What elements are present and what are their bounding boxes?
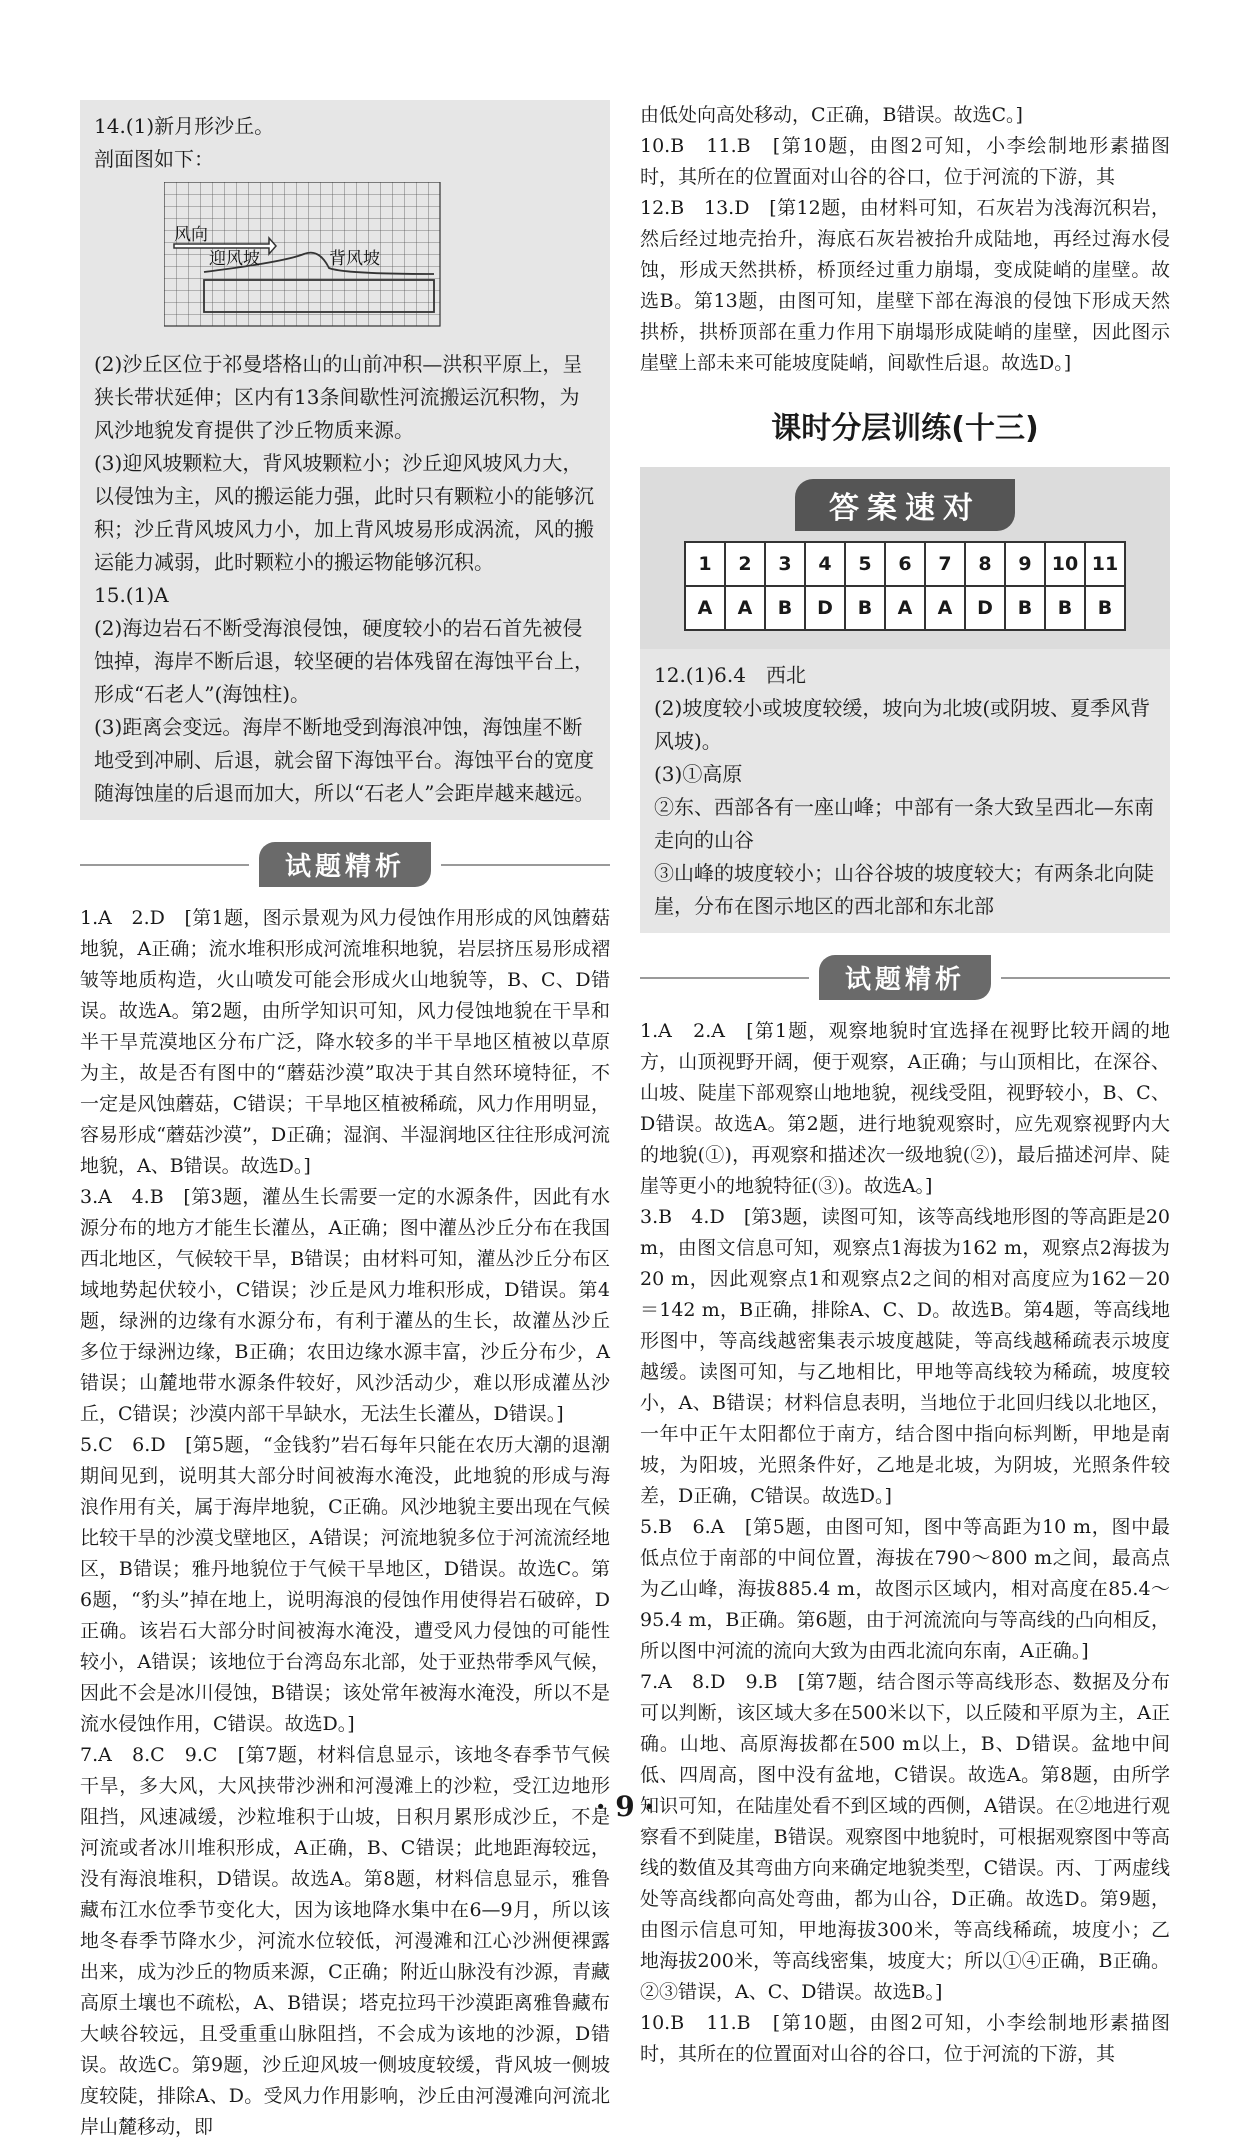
answer-9-continued: 由低处向高处移动，C正确，B错误。故选C。] xyxy=(640,104,1023,126)
q14-part3: (3)迎风坡颗粒大，背风坡颗粒小；沙丘迎风坡风力大，以侵蚀为主，风的搬运能力强，此时只有颗粒小的能够沉积；沙丘背风坡风力小，加上背风坡易形成涡流，风的搬运能力减弱，此时颗粒小的搬运物能够沉积。 xyxy=(94,451,594,574)
wind-label: 风向 xyxy=(174,225,208,245)
section-title: 试题精析 xyxy=(259,842,431,887)
quick-answer-panel xyxy=(640,467,1170,649)
divider xyxy=(80,864,249,866)
answer-number-cell: 3 xyxy=(765,542,805,586)
q14-profile-label: 剖面图如下： xyxy=(94,147,214,171)
q12-part3c: ③山峰的坡度较小；山谷谷坡的坡度较大；有两条北向陡崖，分布在图示地区的西北部和东北部 xyxy=(654,861,1154,918)
answer-7-9: 7.A 8.D 9.B [第7题，结合图示等高线形态、数据及分布可以判断，该区域大多在500米以下，以丘陵和平原为主，A正确。山地、高原海拔都在500 m以上，B、D错误。盆地中间低、四周高，图中没有盆地，C错误。故选A。第8题，由所学知识可知，在陆崖处看不到区域的西侧，A错误。在②地进行观察看不到陡崖，B错误。观察图中地貌时，可根据观察图中等高线的数值及其弯曲方向来确定地貌类型，C错误。丙、丁两虚线处等高线都向高处弯曲，都为山谷，D正确。故选D。第9题，由图示信息可知，甲地海拔300米，等高线稀疏，坡度小；乙地海拔200米，等高线密集，坡度大；所以①④正确，B正确。②③错误，A、C、D错误。故选B。] xyxy=(640,1671,1170,2003)
q15-part2: (2)海边岩石不断受海浪侵蚀，硬度较小的岩石首先被侵蚀掉，海岸不断后退，较坚硬的岩体残留在海蚀平台上，形成“石老人”(海蚀柱)。 xyxy=(94,616,594,706)
answer-number-cell: 1 xyxy=(685,542,725,586)
page-number: · 9 · xyxy=(595,1790,655,1823)
answer-10-11: 10.B 11.B [第10题，由图2可知，小李绘制地形素描图时，其所在的位置面对山谷的谷口，位于河流的下游，其 xyxy=(640,135,1170,188)
answer-number-cell: 4 xyxy=(805,542,845,586)
answer-letter-cell: B xyxy=(1045,586,1085,630)
q15-part1: 15.(1)A xyxy=(94,583,169,607)
divider xyxy=(1001,977,1170,979)
right-column xyxy=(640,100,1170,2070)
answer-10-11: 10.B 11.B [第10题，由图2可知，小李绘制地形素描图时，其所在的位置面对山谷的谷口，位于河流的下游，其 xyxy=(640,2012,1170,2065)
answer-number-cell: 9 xyxy=(1005,542,1045,586)
answer-1-2: 1.A 2.A [第1题，观察地貌时宜选择在视野比较开阔的地方，山顶视野开阔，便于观察，A正确；与山顶相比，在深谷、山坡、陡崖下部观察山地地貌，视线受阻，视野较小，B、C、D错误。故选A。第2题，进行地貌观察时，应先观察视野内大的地貌(①)，再观察和描述次一级地貌(②)，最后描述河岸、陡崖等更小的地貌特征(③)。故选A。] xyxy=(640,1020,1170,1197)
left-column xyxy=(80,100,610,2143)
answer-letter-cell: B xyxy=(845,586,885,630)
answer-letter-cell: D xyxy=(965,586,1005,630)
answer-box-14-15 xyxy=(80,100,610,820)
divider xyxy=(640,977,809,979)
quick-answer-title: 答案速对 xyxy=(795,479,1015,531)
answer-box-12 xyxy=(640,649,1170,933)
q12-part2: (2)坡度较小或坡度较缓，坡向为北坡(或阴坡、夏季风背风坡)。 xyxy=(654,696,1151,753)
answer-7-9: 7.A 8.C 9.C [第7题，材料信息显示，该地冬春季节气候干旱，多大风，大风挟带沙洲和河漫滩上的沙粒，受江边地形阻挡，风速减缓，沙粒堆积于山坡，日积月累形成沙丘，不是河流或者冰川堆积形成，A正确，B、C错误；此地距海较远，没有海浪堆积，D错误。故选A。第8题，材料信息显示，雅鲁藏布江水位季节变化大，因为该地降水集中在6—9月，所以该地冬春季节降水少，河流水位较低，河漫滩和江心沙洲便裸露出来，成为沙丘的物质来源，C正确；附近山脉没有沙源，青藏高原土壤也不疏松，A、B错误；塔克拉玛干沙漠距离雅鲁藏布大峡谷较远，且受重重山脉阻挡，不会成为该地的沙源，D错误。故选C。第9题，沙丘迎风坡一侧坡度较缓，背风坡一侧坡度较陡，排除A、D。受风力作用影响，沙丘由河漫滩向河流北岸山麓移动，即 xyxy=(80,1744,610,2138)
leeward-label: 背风坡 xyxy=(329,249,380,269)
answer-number-cell: 10 xyxy=(1045,542,1085,586)
section-heading-analysis xyxy=(80,842,610,887)
section-heading-analysis xyxy=(640,955,1170,1000)
lesson-title: 课时分层训练(十三) xyxy=(771,411,1039,446)
answer-number-cell: 8 xyxy=(965,542,1005,586)
q12-part3a: (3)①高原 xyxy=(654,762,743,786)
answer-number-cell: 5 xyxy=(845,542,885,586)
answer-table xyxy=(684,541,1126,631)
answer-12-13: 12.B 13.D [第12题，由材料可知，石灰岩为浅海沉积岩，然后经过地壳抬升，海底石灰岩被抬升成陆地，再经过海水侵蚀，形成天然拱桥，桥顶经过重力崩塌，变成陡峭的崖壁。故选B。第13题，由图可知，崖壁下部在海浪的侵蚀下形成天然拱桥，拱桥顶部在重力作用下崩塌形成陡峭的崖壁，因此图示崖壁上部未来可能坡度陡峭，间歇性后退。故选D。] xyxy=(640,197,1170,374)
answer-letter-cell: A xyxy=(685,586,725,630)
profile-diagram xyxy=(164,182,596,342)
answer-letter-cell: B xyxy=(1085,586,1125,630)
q14-part2: (2)沙丘区位于祁曼塔格山的山前冲积—洪积平原上，呈狭长带状延伸；区内有13条间歇性河流搬运沉积物，为风沙地貌发育提供了沙丘物质来源。 xyxy=(94,352,583,442)
answer-letter-cell: A xyxy=(885,586,925,630)
answer-letter-cell: D xyxy=(805,586,845,630)
answer-letter-cell: B xyxy=(765,586,805,630)
section-title: 试题精析 xyxy=(819,955,991,1000)
q14-part1: 14.(1)新月形沙丘。 xyxy=(94,114,275,138)
answer-letter-cell: A xyxy=(725,586,765,630)
answer-number-cell: 11 xyxy=(1085,542,1125,586)
answer-number-cell: 6 xyxy=(885,542,925,586)
answer-3-4: 3.A 4.B [第3题，灌丛生长需要一定的水源条件，因此有水源分布的地方才能生长灌丛，A正确；图中灌丛沙丘分布在我国西北地区，气候较干旱，B错误；由材料可知，灌丛沙丘分布区域地势起伏较小，C错误；沙丘是风力堆积形成，D错误。第4题，绿洲的边缘有水源分布，有利于灌丛的生长，故灌丛沙丘多位于绿洲边缘，B正确；农田边缘水源丰富，沙丘分布少，A错误；山麓地带水源条件较好，风沙活动少，难以形成灌丛沙丘，C错误；沙漠内部干旱缺水，无法生长灌丛，D错误。] xyxy=(80,1186,610,1425)
answer-1-2: 1.A 2.D [第1题，图示景观为风力侵蚀作用形成的风蚀蘑菇地貌，A正确；流水堆积形成河流堆积地貌，岩层挤压易形成褶皱等地质构造，火山喷发可能会形成火山地貌等，B、C、D错误。故选A。第2题，由所学知识可知，风力侵蚀地貌在干旱和半干旱荒漠地区分布广泛，降水较多的半干旱地区植被以草原为主，故是否有图中的“蘑菇沙漠”取决于其自然环境特征，不一定是风蚀蘑菇，C错误；干旱地区植被稀疏，风力作用明显，容易形成“蘑菇沙漠”，D正确；湿润、半湿润地区往往形成河流地貌，A、B错误。故选D。] xyxy=(80,907,610,1177)
answer-number-cell: 2 xyxy=(725,542,765,586)
answer-table-numbers-row xyxy=(685,542,1125,586)
answer-letter-cell: A xyxy=(925,586,965,630)
q15-part3: (3)距离会变远。海岸不断地受到海浪冲蚀，海蚀崖不断地受到冲刷、后退，就会留下海蚀平台。海蚀平台的宽度随海蚀崖的后退而加大，所以“石老人”会距岸越来越远。 xyxy=(94,715,595,805)
answer-table-answers-row xyxy=(685,586,1125,630)
answer-number-cell: 7 xyxy=(925,542,965,586)
divider xyxy=(441,864,610,866)
q12-part3b: ②东、西部各有一座山峰；中部有一条大致呈西北—东南走向的山谷 xyxy=(654,795,1154,852)
q12-part1: 12.(1)6.4 西北 xyxy=(654,663,806,687)
answer-5-6: 5.B 6.A [第5题，由图可知，图中等高距为10 m，图中最低点位于南部的中间位置，海拔在790～800 m之间，最高点为乙山峰，海拔885.4 m，故图示区域内，相对高度在85.4～95.4 m，B正确。第6题，由于河流流向与等高线的凸向相反，所以图中河流的流向大致为由西北流向东南，A正确。] xyxy=(640,1516,1170,1662)
answer-letter-cell: B xyxy=(1005,586,1045,630)
answer-5-6: 5.C 6.D [第5题，“金钱豹”岩石每年只能在农历大潮的退潮期间见到，说明其大部分时间被海水淹没，此地貌的形成与海浪作用有关，属于海岸地貌，C正确。风沙地貌主要出现在气候比较干旱的沙漠戈壁地区，A错误；河流地貌多位于河流流经地区，B错误；雅丹地貌位于气候干旱地区，D错误。故选C。第6题，“豹头”掉在地上，说明海浪的侵蚀作用使得岩石破碎，D正确。该岩石大部分时间被海水淹没，遭受风力侵蚀的可能性较小，A错误；该地位于台湾岛东北部，处于亚热带季风气候，因此不会是冰川侵蚀，B错误；该处常年被海水淹没，所以不是流水侵蚀作用，C错误。故选D。] xyxy=(80,1434,610,1735)
windward-label: 迎风坡 xyxy=(209,249,260,269)
answer-3-4: 3.B 4.D [第3题，读图可知，该等高线地形图的等高距是20 m，由图文信息可知，观察点1海拔为162 m，观察点2海拔为20 m，因此观察点1和观察点2之间的相对高度应为162－20＝142 m，B正确，排除A、C、D。故选B。第4题，等高线地形图中，等高线越密集表示坡度越陡，等高线越稀疏表示坡度越缓。读图可知，与乙地相比，甲地等高线较为稀疏，坡度较小，A、B错误；材料信息表明，当地位于北回归线以北地区，一年中正午太阳都位于南方，结合图中指向标判断，甲地是南坡，为阳坡，光照条件好，乙地是北坡，为阴坡，光照条件较差，D正确，C错误。故选D。] xyxy=(640,1206,1170,1507)
